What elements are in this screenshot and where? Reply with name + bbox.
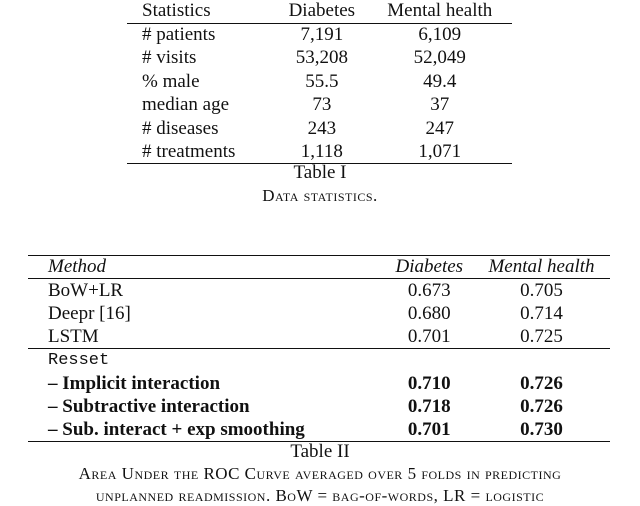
- cell-value: 0.680: [407, 302, 451, 324]
- table-row: [127, 140, 512, 163]
- table-row: [28, 325, 610, 348]
- table-row: [127, 94, 512, 117]
- row-label: # treatments: [142, 140, 236, 162]
- cell-value: 6,109: [418, 24, 462, 46]
- header-statistics: Statistics: [142, 0, 211, 22]
- header-method: Method: [48, 256, 107, 278]
- header-diabetes: Diabetes: [395, 256, 464, 278]
- cell-value: 247: [425, 117, 455, 139]
- table-row: [28, 372, 610, 395]
- cell-value: 0.730: [520, 418, 563, 440]
- method-name: BoW+LR: [48, 279, 124, 301]
- cell-value: 7,191: [300, 24, 344, 46]
- table-row: [28, 395, 610, 418]
- cell-value: 0.701: [407, 325, 451, 347]
- table-row: [28, 419, 610, 442]
- table-row: [28, 279, 610, 302]
- row-label: # visits: [142, 47, 197, 69]
- table-row: [127, 70, 512, 93]
- table1-caption-text: Data statistics.: [262, 186, 378, 205]
- cell-value: 0.710: [407, 372, 451, 394]
- cell-value: 0.673: [407, 279, 451, 301]
- cell-value: 0.725: [520, 325, 563, 347]
- header-mental-health: Mental health: [387, 0, 493, 22]
- cell-value: 73: [312, 94, 332, 116]
- auc-results-table: [28, 255, 610, 442]
- cell-value: 0.726: [520, 372, 563, 394]
- table2-caption-label: Table II: [290, 441, 350, 462]
- cell-value: 1,118: [300, 140, 343, 162]
- cell-value: 52,049: [413, 47, 466, 69]
- table2-caption-line2: unplanned readmission. BoW = bag-of-words, LR = logistic: [95, 486, 545, 505]
- method-name: Deepr [16]: [48, 302, 131, 324]
- table-row: [127, 47, 512, 70]
- row-label: # patients: [142, 24, 216, 46]
- cell-value: 0.701: [407, 418, 451, 440]
- row-label: % male: [142, 70, 200, 92]
- row-label: # diseases: [142, 117, 219, 139]
- header-mental-health: Mental health: [488, 256, 595, 278]
- row-label: median age: [142, 94, 230, 116]
- resset-label: Resset: [48, 351, 110, 371]
- table-row: [127, 117, 512, 140]
- table-row-resset-group: [28, 349, 610, 372]
- cell-value: 0.714: [520, 302, 563, 324]
- cell-value: 0.718: [407, 395, 451, 417]
- method-name: LSTM: [48, 325, 99, 347]
- cell-value: 0.705: [520, 279, 563, 301]
- cell-value: 37: [430, 94, 450, 116]
- table1-caption-label: Table I: [293, 162, 347, 183]
- table-row: [28, 302, 610, 325]
- cell-value: 0.726: [520, 395, 563, 417]
- cell-value: 1,071: [418, 140, 462, 162]
- cell-value: 55.5: [305, 70, 339, 92]
- cell-empty: [473, 349, 610, 372]
- method-name: – Implicit interaction: [48, 372, 221, 394]
- method-name: – Sub. interact + exp smoothing: [48, 418, 305, 440]
- table-header-row: [28, 256, 610, 279]
- table-header-row: [127, 0, 512, 23]
- cell-value: 53,208: [295, 47, 348, 69]
- data-statistics-table: [127, 0, 512, 164]
- method-name: – Subtractive interaction: [48, 395, 250, 417]
- table2-caption-line1: Area Under the ROC Curve averaged over 5 folds in predicting: [78, 464, 562, 483]
- cell-empty: [386, 349, 473, 372]
- cell-value: 49.4: [423, 70, 457, 92]
- header-diabetes: Diabetes: [288, 0, 356, 22]
- cell-value: 243: [307, 117, 337, 139]
- table-row: [127, 23, 512, 46]
